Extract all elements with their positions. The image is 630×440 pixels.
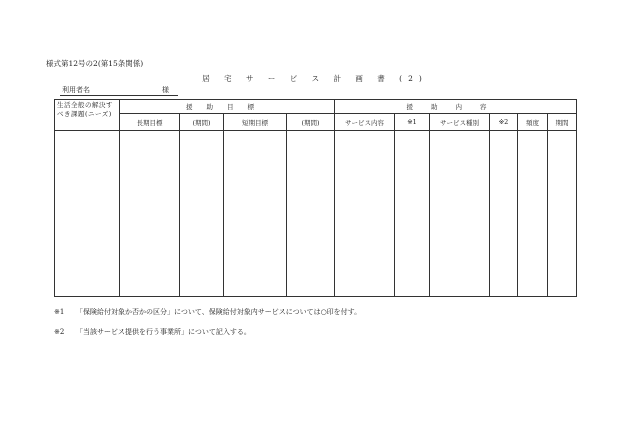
user-name-suffix: 様	[162, 86, 169, 94]
cell-period[interactable]	[548, 131, 577, 297]
support-content-header: 援助内容	[335, 100, 577, 114]
col-note1: ※1	[395, 114, 430, 131]
cell-note1[interactable]	[395, 131, 430, 297]
cell-long-term-goal[interactable]	[120, 131, 180, 297]
col-long-term-period: (期間)	[180, 114, 224, 131]
footnote-2	[54, 327, 251, 337]
support-goals-header: 援助目標	[120, 100, 335, 114]
cell-short-term-period[interactable]	[287, 131, 335, 297]
cell-frequency[interactable]	[518, 131, 548, 297]
user-name-underline	[60, 95, 178, 96]
form-number: 様式第12号の2(第15条関係)	[46, 59, 144, 68]
needs-header: 生活全般の解決すべき課題(ニーズ)	[55, 100, 120, 131]
footnote-1-mark: ※1	[54, 308, 65, 316]
cell-needs[interactable]	[55, 131, 120, 297]
cell-note2[interactable]	[490, 131, 518, 297]
user-name-label: 利用者名	[62, 86, 90, 94]
col-service-type: サービス種別	[430, 114, 490, 131]
table-row	[55, 131, 577, 297]
cell-service-type[interactable]	[430, 131, 490, 297]
cell-service-content[interactable]	[335, 131, 395, 297]
footnote-2-text: 「当該サービス提供を行う事業所」について記入する。	[76, 328, 251, 336]
col-frequency: 頻度	[518, 114, 548, 131]
col-service-content: サービス内容	[335, 114, 395, 131]
footnote-1	[54, 307, 361, 317]
col-note2: ※2	[490, 114, 518, 131]
cell-short-term-goal[interactable]	[224, 131, 287, 297]
service-plan-table	[54, 99, 577, 297]
col-period: 期間	[548, 114, 577, 131]
col-short-term-period: (期間)	[287, 114, 335, 131]
col-short-term-goal: 短期目標	[224, 114, 287, 131]
cell-long-term-period[interactable]	[180, 131, 224, 297]
footnote-1-text: 「保険給付対象か否かの区分」について、保険給付対象内サービスについては○印を付す。	[76, 308, 362, 316]
footnote-2-mark: ※2	[54, 328, 65, 336]
document-title: 居 宅 サ ー ビ ス 計 画 書 (2)	[202, 74, 428, 83]
user-name-field[interactable]	[62, 85, 182, 95]
col-long-term-goal: 長期目標	[120, 114, 180, 131]
